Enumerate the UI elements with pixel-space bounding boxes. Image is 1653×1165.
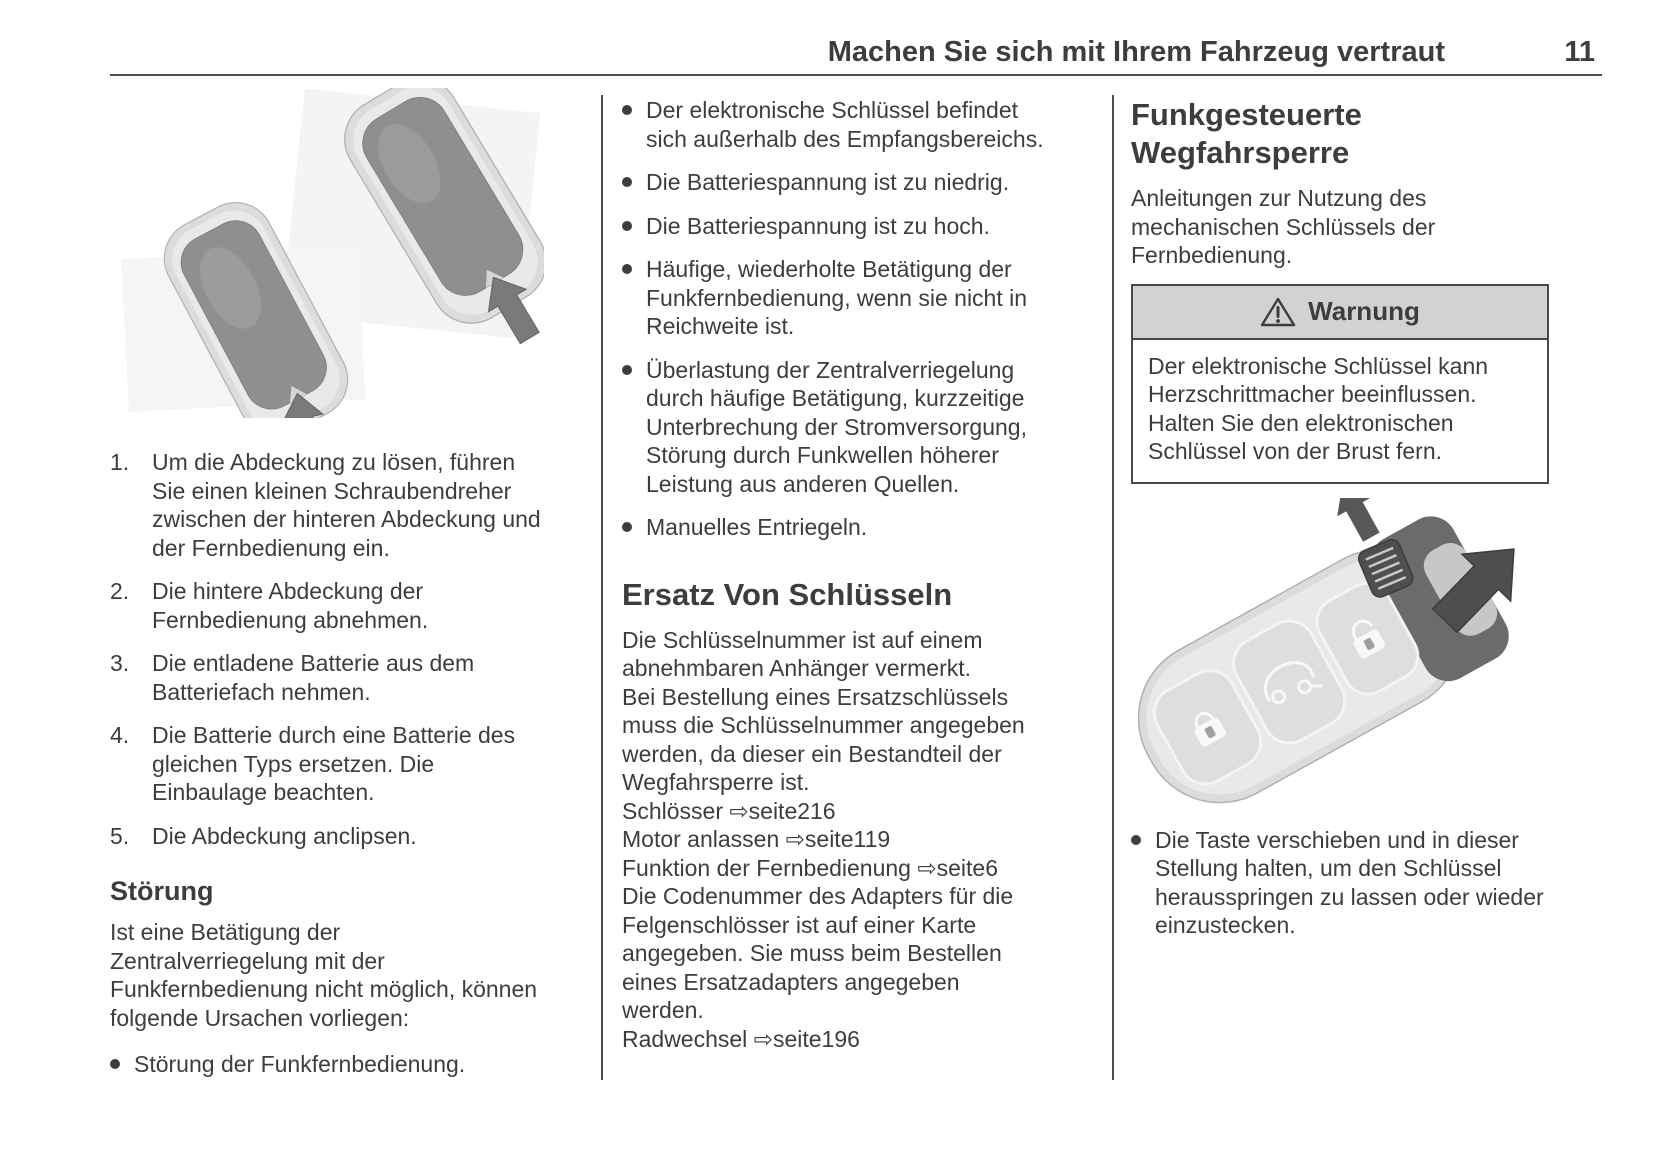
cause-list [622, 96, 1047, 542]
step-item [110, 448, 544, 562]
step-text: Die Abdeckung anclipsen. [152, 822, 417, 849]
list-item [110, 1050, 544, 1079]
step-text: Um die Abdeckung zu lösen, führen Sie einen kleinen Schraubendreher zwischen der hinteren Abdeckung und der Fernbedienung ein. [152, 449, 541, 561]
page-reference-locks: Schlösser ⇨seite216 [622, 797, 836, 824]
fault-cause-list [110, 1050, 544, 1079]
page-reference-remote-function: Funktion der Fernbedienung ⇨seite6 [622, 854, 999, 881]
immobiliser-intro: Anleitungen zur Nutzung des mechanischen Schlüssels der Fernbedienung. [1131, 185, 1436, 268]
step-number: 1. [110, 449, 130, 475]
list-item [622, 513, 1047, 542]
list-item [622, 356, 1047, 499]
header-rule [110, 74, 1602, 76]
right-column [1131, 96, 1549, 955]
step-number: 5. [110, 822, 130, 849]
bullet-dot [622, 221, 632, 231]
section-heading-immobiliser: Funkgesteuerte Wegfahrsperre [1131, 97, 1362, 170]
warning-triangle-icon [1260, 296, 1296, 328]
step-text: Die Batterie durch eine Batterie des gleichen Typs ersetzen. Die Einbaulage beachten. [152, 722, 516, 805]
bullet-dot [110, 1059, 120, 1069]
warning-body: Der elektronische Schlüssel kann Herzschrittmacher beeinflussen. Halten Sie den elektronischen Schlüssel von der Brust fern. [1148, 352, 1489, 464]
page-reference-engine-start: Motor anlassen ⇨seite119 [622, 826, 891, 852]
list-item-text: Die Batteriespannung ist zu hoch. [646, 212, 990, 239]
paragraph: Die Schlüsselnummer ist auf einem abnehmbaren Anhänger vermerkt. [622, 626, 983, 681]
list-item [1131, 826, 1549, 940]
list-item [622, 168, 1047, 197]
key-fob-front [1131, 498, 1519, 804]
list-item [622, 212, 1047, 241]
left-column [110, 88, 544, 1094]
bullet-dot [622, 365, 632, 375]
bullet-dot [1131, 835, 1141, 845]
step-text: Die hintere Abdeckung der Fernbedienung abnehmen. [152, 578, 429, 633]
list-item-text: Die Taste verschieben und in dieser Stellung halten, um den Schlüssel herausspringen zu lassen oder wieder einzustecken. [1155, 826, 1544, 938]
page-reference-wheel-change: Radwechsel ⇨seite196 [622, 1025, 860, 1052]
step-number: 2. [110, 578, 130, 604]
bullet-dot [622, 177, 632, 187]
list-item-text: Häufige, wiederholte Betätigung der Funkfernbedienung, wenn sie nicht in Reichweite ist. [646, 256, 1028, 339]
section-heading-key-replacement: Ersatz Von Schlüsseln [622, 576, 953, 612]
bullet-dot [622, 522, 632, 532]
bullet-dot [622, 105, 632, 115]
list-item-text: Störung der Funkfernbedienung. [134, 1051, 466, 1077]
fault-heading: Störung [110, 876, 214, 906]
list-item-text: Manuelles Entriegeln. [646, 514, 868, 540]
column-divider [601, 95, 603, 1080]
list-item [622, 96, 1047, 153]
step-item [110, 822, 544, 851]
list-item-text: Die Batteriespannung ist zu niedrig. [646, 169, 1010, 195]
list-item-text: Überlastung der Zentralverriegelung durch häufige Betätigung, kurzzeitige Unterbrechung der Stromversorgung, Störung durch Funkwellen höherer Leistung aus anderen Quellen. [646, 356, 1027, 497]
bullet-dot [622, 264, 632, 274]
warning-title: Warnung [1308, 296, 1420, 327]
page-number: 11 [1564, 36, 1595, 68]
slide-button-instruction-list [1131, 826, 1549, 940]
key-fob-back-cover-figure [110, 88, 544, 418]
step-number: 4. [110, 722, 130, 748]
warning-header [1133, 286, 1547, 340]
step-number: 3. [110, 650, 130, 676]
step-item [110, 649, 544, 706]
column-divider [1112, 95, 1114, 1080]
list-item [622, 255, 1047, 341]
step-item [110, 721, 544, 807]
middle-column [622, 96, 1047, 1053]
page-title: Machen Sie sich mit Ihrem Fahrzeug vertraut [827, 36, 1445, 68]
step-item [110, 577, 544, 634]
fault-intro: Ist eine Betätigung der Zentralverriegelung mit der Funkfernbedienung nicht möglich, können folgende Ursachen vorliegen: [110, 919, 538, 1031]
paragraph: Bei Bestellung eines Ersatzschlüssels muss die Schlüsselnummer angegeben werden, da dieser ein Bestandteil der Wegfahrsperre ist. [622, 683, 1025, 795]
key-fob-slide-button-figure [1131, 498, 1549, 804]
paragraph: Die Codenummer des Adapters für die Felgenschlösser ist auf einer Karte angegeben. Sie muss beim Bestellen eines Ersatzadapters angegeben werden. [622, 883, 1014, 1023]
warning-box [1131, 284, 1549, 484]
battery-replacement-steps [110, 448, 544, 850]
step-text: Die entladene Batterie aus dem Batteriefach nehmen. [152, 650, 475, 705]
list-item-text: Der elektronische Schlüssel befindet sich außerhalb des Empfangsbereichs. [646, 97, 1044, 152]
